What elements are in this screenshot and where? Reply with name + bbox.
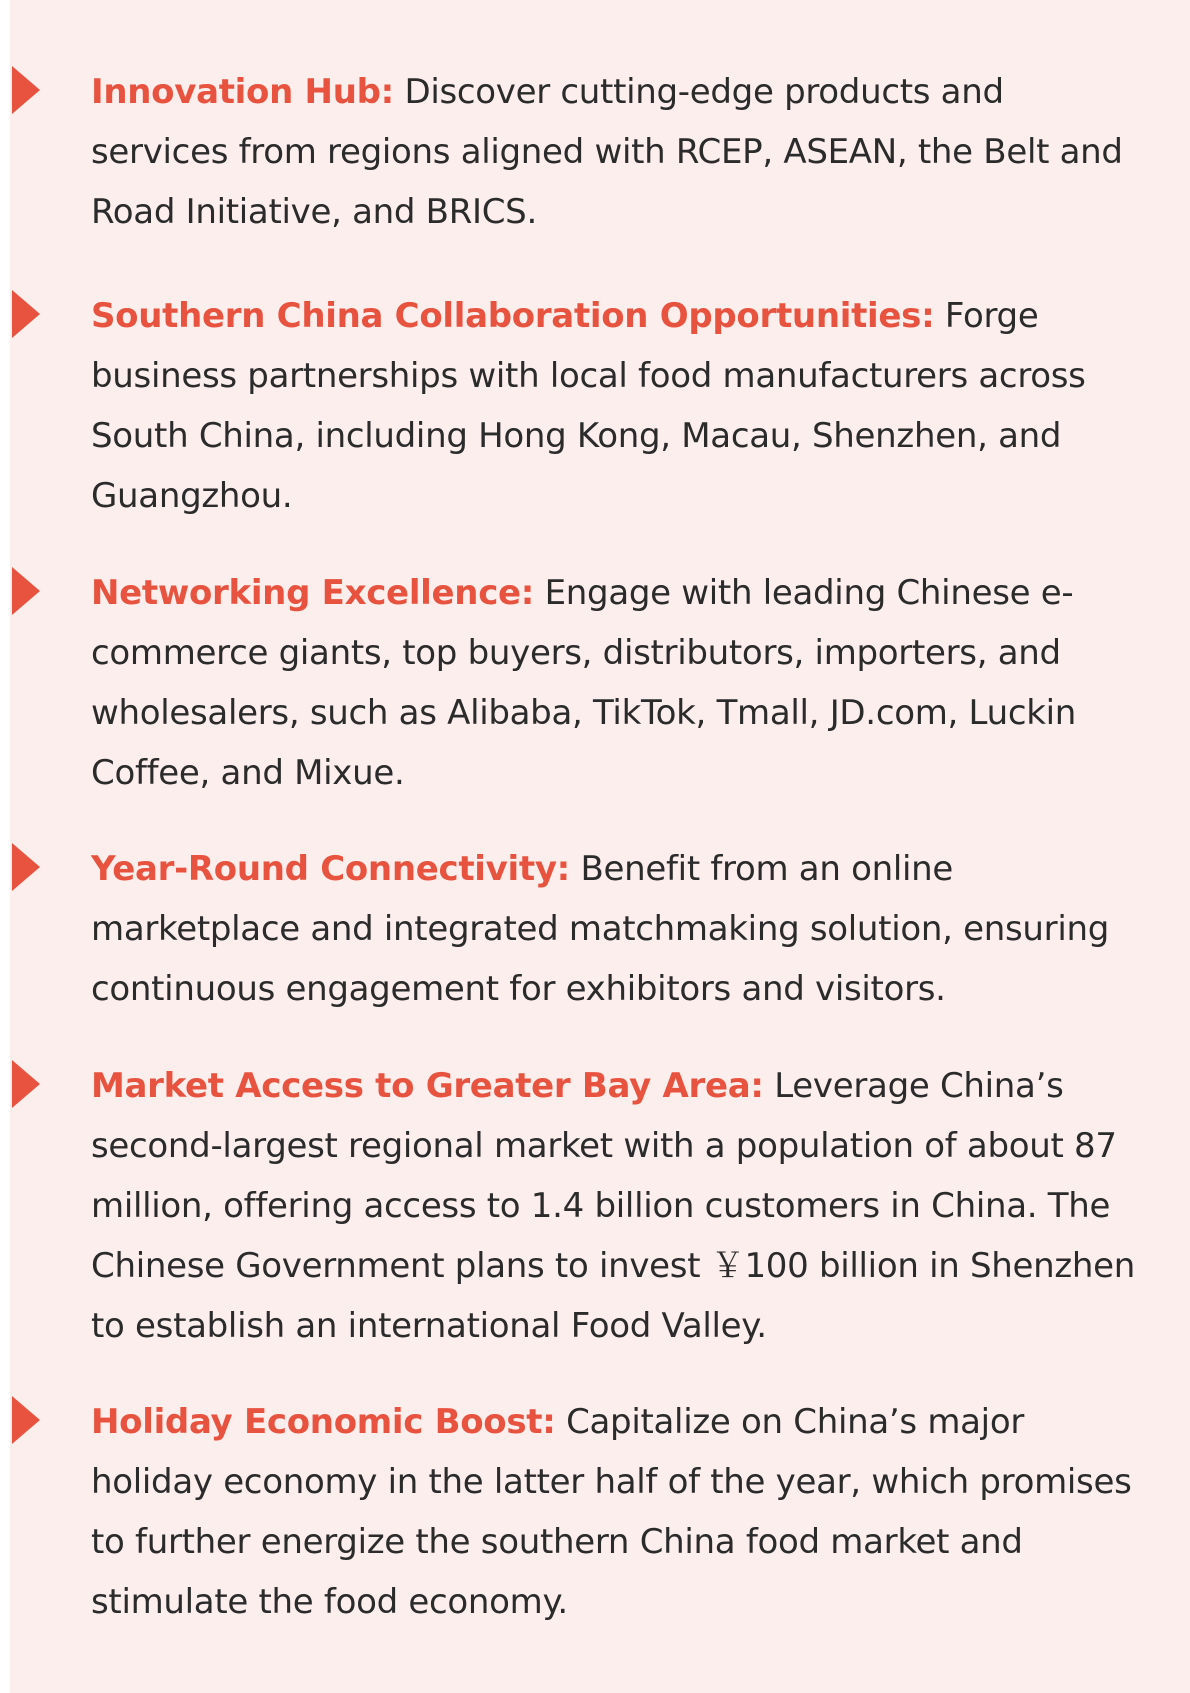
content-panel [10, 0, 1190, 1693]
feature-text [91, 563, 1151, 803]
feature-text [91, 286, 1151, 526]
chevron-right-icon [12, 1396, 50, 1444]
feature-body: Benefit from an online marketplace and integrated matchmaking solution, ensuring continuous engagement for exhibitors and visitors. [91, 849, 1109, 1009]
feature-lead: Market Access to Greater Bay Area: [91, 1066, 764, 1106]
chevron-right-icon [12, 1060, 50, 1108]
feature-body: Capitalize on China’s major holiday economy in the latter half of the year, which promises to further energize the southern China food market and stimulate the food economy. [91, 1402, 1132, 1622]
chevron-right-icon [12, 66, 50, 114]
feature-body: Engage with leading Chinese e-commerce giants, top buyers, distributors, importers, and wholesalers, such as Alibaba, TikTok, Tmall, JD.com, Luckin Coffee, and Mixue. [91, 573, 1077, 793]
feature-lead: Networking Excellence: [91, 573, 535, 613]
feature-body: Discover cutting-edge products and services from regions aligned with RCEP, ASEAN, the Belt and Road Initiative, and BRICS. [91, 72, 1123, 232]
chevron-right-icon [12, 843, 50, 891]
feature-text [91, 62, 1151, 242]
feature-text [91, 1056, 1151, 1356]
feature-body: Forge business partnerships with local food manufacturers across South China, including Hong Kong, Macau, Shenzhen, and Guangzhou. [91, 296, 1086, 516]
feature-lead: Holiday Economic Boost: [91, 1402, 556, 1442]
feature-body: Leverage China’s second-largest regional market with a population of about 87 million, offering access to 1.4 billion customers in China. The Chinese Government plans to invest ￥100 billion in Shenzhen to establish an international Food Valley. [91, 1066, 1136, 1346]
feature-lead: Innovation Hub: [91, 72, 394, 112]
feature-text [91, 839, 1151, 1019]
chevron-right-icon [12, 567, 50, 615]
feature-text [91, 1392, 1151, 1632]
feature-lead: Southern China Collaboration Opportunities: [91, 296, 935, 336]
chevron-right-icon [12, 290, 50, 338]
feature-lead: Year-Round Connectivity: [91, 849, 570, 889]
